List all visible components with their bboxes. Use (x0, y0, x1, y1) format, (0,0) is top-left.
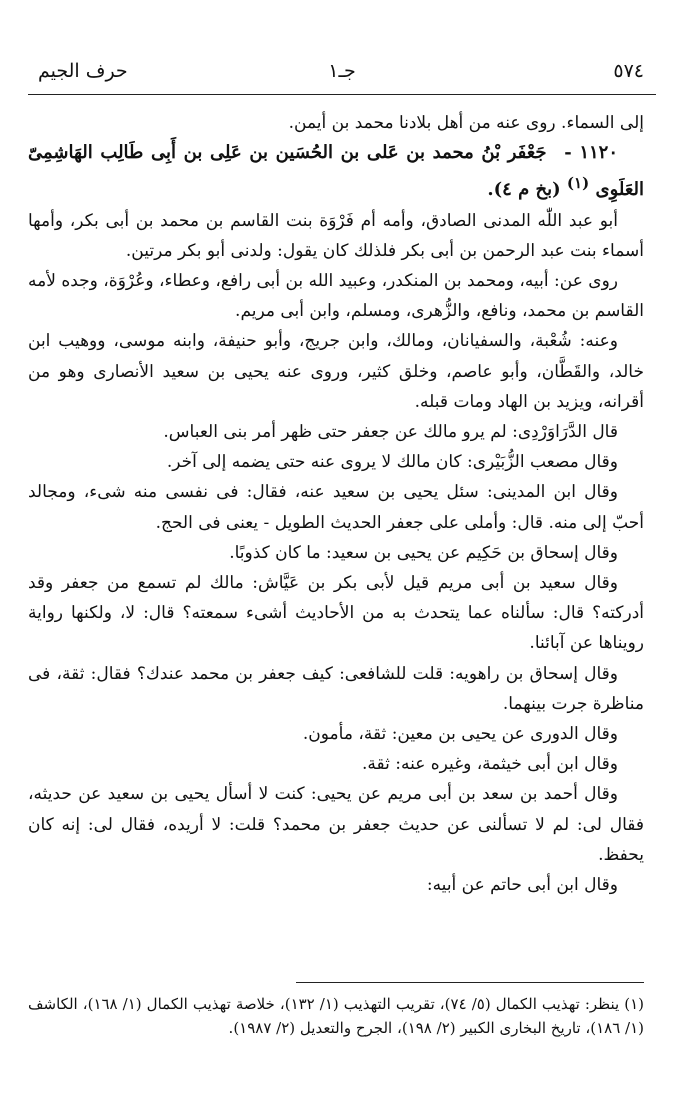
main-text (28, 108, 644, 900)
paragraph: وقال أحمد بن سعد بن أبى مريم عن يحيى: كنت لا أسأل يحيى بن سعيد عن حديثه، فقال لى: لم لا تسألنى عن حديث جعفر بن محمد؟ قلت: لا أريده، فقال لى: إنه كان يحفظ. (28, 784, 644, 865)
paragraph: وعنه: شُعْبة، والسفيانان، ومالك، وابن جريج، وأبو حنيفة، وابنه موسى، ووهيب ابن خالد، والقَطَّان، وأبو عاصم، وخلق كثير، وروى عنه يحيى بن سعيد الأنصارى وهو من أقرانه، ويزيد بن الهاد ومات قبله. (28, 331, 644, 412)
paragraph: قال الدَّرَاوَرْدِى: لم يرو مالك عن جعفر حتى ظهر أمر بنى العباس. (163, 422, 618, 443)
paragraph: وقال مصعب الزُّبَيْرى: كان مالك لا يروى عنه حتى يضمه إلى آخر. (166, 452, 618, 473)
entry-heading (28, 138, 644, 205)
footnote-marker: (١) (566, 174, 590, 193)
paragraph: وقال ابن أبى حاتم عن أبيه: (426, 875, 618, 896)
paragraph: وقال الدورى عن يحيى بن معين: ثقة، مأمون. (302, 724, 618, 745)
footnote: (١) ينظر: تهذيب الكمال (٥/ ٧٤)، تقريب التهذيب (١/ ١٣٢)، خلاصة تهذيب الكمال (١/ ١٦٨)، الكاشف (١/ ١٨٦)، تاريخ البخارى الكبير (٢/ ١٩٨)، الجرح والتعديل (٢/ ١٩٨٧). (28, 995, 645, 1037)
entry-number: ١١٢٠ - (564, 142, 618, 164)
paragraph: وقال إسحاق بن حَكِيم عن يحيى بن سعيد: ما كان كذوبًا. (229, 542, 618, 563)
paragraph: وقال ابن أبى خيثمة، وغيره عنه: ثقة. (362, 754, 618, 775)
paragraph: وقال إسحاق بن راهويه: قلت للشافعى: كيف جعفر بن محمد عندك؟ فقال: ثقة، فى مناظرة جرت بينهما. (28, 663, 644, 714)
section-title: حرف الجيم (38, 60, 128, 82)
footnote-divider (296, 982, 644, 983)
paragraph: وقال سعيد بن أبى مريم قيل لأبى بكر بن عَيَّاش: مالك لم تسمع من جعفر وقد أدركته؟ قال: سألناه عما يتحدث به من الأحاديث أشىء سمعته؟ قال: لا، ولكنها رواية رويناها عن آبائنا. (28, 573, 644, 654)
volume-label: جـ١ (328, 60, 356, 82)
entry-name: جَعْفَر بْنُ محمد بن عَلى بن الحُسَين بن عَلِى بن أَبِى طَالِب الهَاشِمِىّ العَلَوِى (28, 142, 644, 201)
paragraph: روى عن: أبيه، ومحمد بن المنكدر، وعبيد الله بن أبى رافع، وعطاء، وعُرْوَة، وجده لأمه القاسم بن محمد، ونافع، والزُّهرى، ومسلم، وابن أبى مريم. (28, 271, 644, 322)
paragraph: إلى السماء. روى عنه من أهل بلادنا محمد بن أيمن. (288, 113, 644, 133)
entry-code: (بخ م ٤). (487, 179, 561, 201)
page-number: ٥٧٤ (613, 60, 644, 82)
paragraph: وقال ابن المدينى: سئل يحيى بن سعيد عنه، فقال: فى نفسى منه شىء، ومجالد أحبّ إلى منه. قال: وأملى على جعفر الحديث الطويل - يعنى فى الحج. (28, 482, 644, 533)
paragraph: أبو عبد اللّٰه المدنى الصادق، وأمه أم فَرْوَة بنت القاسم بن محمد بن أبى بكر، وأمها أسماء بنت عبد الرحمن بن أبى بكر فلذلك كان يقول: ولدنى أبو بكر مرتين. (28, 210, 644, 261)
running-header (28, 58, 656, 95)
